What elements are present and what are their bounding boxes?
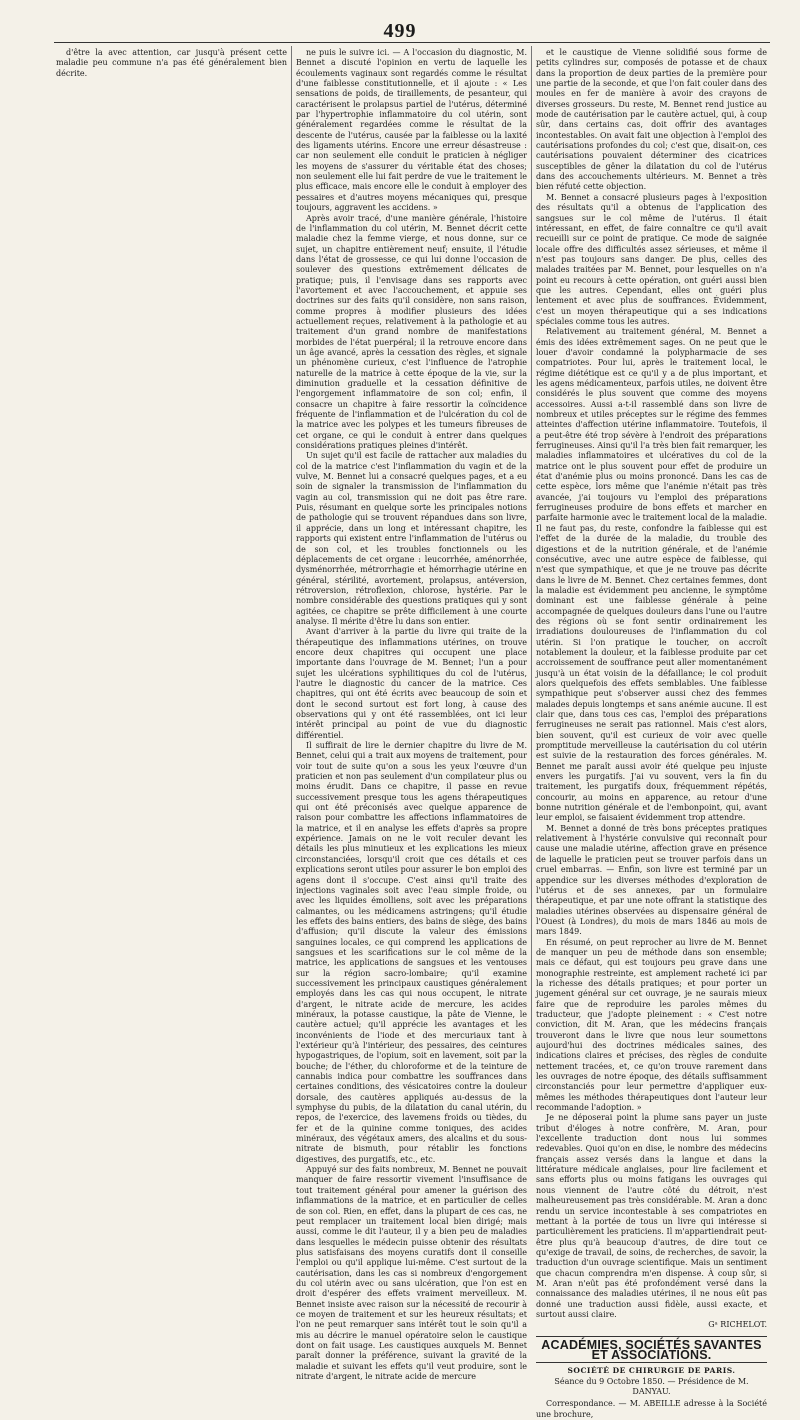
paragraph: Relativement au traitement général, M. Bennet a émis des idées extrêmement sages. On ne peut que le louer d'avoir condamné la polypharmacie de ses compatriotes. Pour lui, après le traitement local, le régime diététique est ce qu'il y a de plus important, et les agens médicamenteux, parfois utiles, ne doivent être considérés le plus souvent que comme des moyens accessoires. Aussi a-t-il rassemblé dans son livre de nombreux et utiles préceptes sur le régime des femmes atteintes d'affection utérine inflammatoire. Toutefois, il a peut-être été trop sévère à l'endroit des préparations ferrugineuses. Ainsi qu'il l'a très bien fait remarquer, les maladies inflammatoires et ulcératives du col de la matrice ont le plus souvent pour effet de produire un état d'anémie plus ou moins prononcé. Dans les cas de cette espèce, lors même que l'anémie n'était pas très avancée, j'ai toujours vu l'emploi des préparations ferrugineuses produire de bons effets et marcher en parfaite harmonie avec le traitement local de la maladie. Il ne faut pas, du reste, confondre la faiblesse qui est l'effet de la durée de la maladie, du trouble des digestions et de la nutrition générale, et de l'anémie consécutive, avec une autre espèce de faiblesse, qui n'est que sympathique, et que je ne trouve pas décrite dans le livre de M. Bennet. Chez certaines femmes, dont la maladie est évidemment peu ancienne, le symptôme dominant est une faiblesse générale à peine accompagnée de quelques douleurs dans l'une ou l'autre des régions où se font sentir ordinairement les irradiations douloureuses de l'inflammation du col utérin. Si l'on pratique le toucher, on accroît notablement la douleur, et la faiblesse produite par cet accroissement de souffrance peut aller momentanément jusqu'à un état voisin de la défaillance; le col produit alors quelquefois des effets semblables. Une faiblesse sympathique peut s'observer aussi chez des femmes malades depuis longtemps et sans anémie aucune. Il est clair que, dans tous ces cas, l'emploi des préparations ferrugineuses ne serait pas rationnel. Mais c'est alors, bien souvent, qu'il est curieux de voir avec quelle promptitude merveilleuse la cautérisation du col utérin est suivie de la restauration des forces générales. M. Bennet me paraît aussi avoir été quelque peu injuste envers les purgatifs. J'ai vu souvent, vers la fin du traitement, les purgatifs doux, fréquemment répétés, concourir, au moins en apparence, au retour d'une bonne nutrition générale et de l'embonpoint, qui, avant leur emploi, se faisaient évidemment trop attendre.	[536, 327, 767, 823]
paragraph: Il suffirait de lire le dernier chapitre du livre de M. Bennet, celui qui a trait aux moyens de traitement, pour voir tout de suite qu'on a sous les yeux l'œuvre d'un praticien et non pas seulement d'un compilateur plus ou moins érudit. Dans ce chapitre, il passe en revue successivement presque tous les agens thérapeutiques qui ont été préconisés avec quelque apparence de raison pour combattre les affections inflammatoires de la matrice, et il en analyse les effets d'après sa propre expérience. Jamais on ne le voit reculer devant les détails les plus minutieux et les explications les mieux circonstanciées, lorsqu'il croit que ces détails et ces explications seront utiles pour assurer le bon emploi des agens dont il s'occupe. C'est ainsi qu'il traite des injections vaginales soit avec l'eau simple froide, ou avec les liquides émolliens, soit avec les préparations calmantes, ou les médicamens astringens; qu'il étudie les effets des bains entiers, des bains de siège, des bains d'affusion; qu'il discute la valeur des émissions sanguines locales, ce qui comprend les applications de sangsues et les scarifications sur le col même de la matrice, les applications de sangsues et les ventouses sur la région sacro-lombaire; qu'il examine successivement les principaux caustiques généralement employés dans les cas qui nous occupent, le nitrate d'argent, le nitrate acide de mercure, les acides minéraux, la potasse caustique, la pâte de Vienne, le cautère actuel; qu'il apprécie les avantages et les inconvénients de l'iode et des mercuriaux tant à l'extérieur qu'à l'intérieur, des pessaires, des ceintures hypogastriques, de l'opium, soit en lavement, soit par la bouche; de l'éther, du chloroforme et de la teinture de cannabis indica pour combattre les souffrances dans certaines conditions, des vésicatoires contre la douleur dorsale, des cautères appliqués au-dessus de la symphyse du pubis, de la dilatation du canal utérin, du repos, de l'exercice, des lavemens froids ou tièdes, du fer et de la quinine comme toniques, des acides minéraux, des végétaux amers, des alcalins et du sous-nitrate de bismuth, pour rétablir les fonctions digestives, des purgatifs, etc., etc.	[296, 741, 527, 1164]
page-number: 499	[383, 20, 417, 42]
paragraph: Un sujet qu'il est facile de rattacher aux maladies du col de la matrice c'est l'inflammation du vagin et de la vulve, M. Bennet lui a consacré quelques pages, et a eu soin de signaler la transmission de l'inflammation du vagin au col, transmission qui ne doit pas être rare. Puis, résumant en quelque sorte les principales notions de pathologie qui se trouvent répandues dans son livre, il apprécie, dans un long et intéressant chapitre, les rapports qui existent entre l'inflammation de l'utérus ou de son col, et les troubles fonctionnels ou les déplacements de cet organe : leucorrhée, aménorrhée, dysménorrhée, métrorrhagie et hémorrhagie utérine en général, stérilité, avortement, prolapsus, antéversion, rétroversion, rétroflexion, chlorose, hystérie. Par le nombre considérable des questions pratiques qui y sont agitées, ce chapitre se prête difficilement à une courte analyse. Il mérite d'être lu dans son entier.	[296, 451, 527, 626]
paragraph: M. Bennet a donné de très bons préceptes pratiques relativement à l'hystérie convulsive qui reconnaît pour cause une maladie utérine, affection grave en présence de laquelle le praticien peut se trouver parfois dans un cruel embarras. — Enfin, son livre est terminé par un appendice sur les diverses méthodes d'exploration de l'utérus et de ses annexes, par un formulaire thérapeutique, et par une note offrant la statistique des maladies utérines observées au dispensaire général de l'Ouest (à Londres), du mois de mars 1846 au mois de mars 1849.	[536, 823, 767, 937]
paragraph: Avant d'arriver à la partie du livre qui traite de la thérapeutique des inflammations utérines, on trouve encore deux chapitres qui occupent une place importante dans l'ouvrage de M. Bennet; l'un a pour sujet les ulcérations syphilitiques du col de l'utérus, l'autre le diagnostic du cancer de la matrice. Ces chapitres, qui ont été écrits avec beaucoup de soin et dont le second surtout est fort long, à cause des observations qui y ont été rassemblées, ont ici leur intérêt principal au point de vue du diagnostic différentiel.	[296, 627, 527, 740]
paragraph: Après avoir tracé, d'une manière générale, l'histoire de l'inflammation du col utérin, M. Bennet décrit cette maladie chez la femme vierge, et nous donne, sur ce sujet, un chapitre entièrement neuf; ensuite, il l'étudie dans l'état de grossesse, ce qui lui donne l'occasion de soulever des questions extrêmement délicates de pratique; puis, il l'envisage dans ses rapports avec l'avortement et avec l'accouchement, et appuie ses doctrines sur des faits qu'il considère, non sans raison, comme propres à modifier plusieurs des idées actuellement reçues, relativement à la pathologie et au traitement d'un grand nombre de manifestations morbides de l'état puerpéral; il la retrouve encore dans un âge avancé, après la cessation des règles, et signale un phénomène curieux, c'est l'influence de l'atrophie naturelle de la matrice à cette époque de la vie, sur la diminution graduelle et la cessation définitive de l'engorgement inflammatoire de son col; enfin, il consacre un chapitre à faire ressortir la coïncidence fréquente de l'inflammation et de l'ulcération du col de la matrice avec les polypes et les tumeurs fibreuses de cet organe, ce qui le conduit à entrer dans quelques considérations pratiques pleines d'intérêt.	[296, 213, 527, 451]
header-rule	[54, 42, 770, 43]
section-title: ACADÉMIES, SOCIÉTÉS SAVANTES ET ASSOCIATIONS.	[536, 1336, 767, 1364]
column-2	[296, 48, 527, 1381]
session-info: Séance du 9 Octobre 1850. — Présidence de M. DANYAU.	[554, 1376, 749, 1396]
paragraph: En résumé, on peut reprocher au livre de M. Bennet de manquer un peu de méthode dans son ensemble; mais ce défaut, qui est toujours peu grave dans une monographie restreinte, est amplement racheté ici par la richesse des détails pratiques; et pour porter un jugement général sur cet ouvrage, je ne saurais mieux faire que de reproduire les paroles mêmes du traducteur, que j'adopte pleinement : « C'est notre conviction, dit M. Aran, que les médecins français trouveront dans le livre que nous leur soumettons aujourd'hui des doctrines médicales saines, des indications claires et précises, des règles de conduite nettement tracées, et, ce qu'on trouve rarement dans les ouvrages de notre époque, des détails suffisamment circonstanciés pour leur permettre d'appliquer eux-mêmes les méthodes thérapeutiques dont l'auteur leur recommande l'adoption. »	[536, 937, 767, 1113]
paragraph: M. Bennet a consacré plusieurs pages à l'exposition des résultats qu'il a obtenus de l'application des sangsues sur le col même de l'utérus. Il était intéressant, en effet, de faire connaître ce qu'il avait recueilli sur ce point de pratique. Ce mode de saignée locale offre des difficultés assez sérieuses, et même il n'est pas toujours sans danger. De plus, celles des malades traitées par M. Bennet, pour lesquelles on n'a point eu recours à cette opération, ont guéri aussi bien que les autres. Cependant, elles ont guéri plus lentement et avec plus de souffrances. Évidemment, c'est un moyen thérapeutique qui a ses indications spéciales comme tous les autres.	[536, 192, 767, 326]
society-name: SOCIÉTÉ DE CHIRURGIE DE PARIS.	[567, 1366, 736, 1376]
paragraph: d'être la avec attention, car jusqu'à présent cette maladie peu commune n'a pas été généralement bien décrite.	[56, 48, 287, 78]
column-3	[536, 48, 767, 1419]
paragraph: Appuyé sur des faits nombreux, M. Bennet ne pouvait manquer de faire ressortir vivement l'insuffisance de tout traitement général pour amener la guérison des inflammations de la matrice, et en particulier de celles de son col. Rien, en effet, dans la plupart de ces cas, ne peut remplacer un traitement local bien dirigé; mais aussi, comme le dit l'auteur, il y a bien peu de maladies dans lesquelles le médecin puisse obtenir des résultats plus satisfaisans des moyens curatifs dont il conseille l'emploi ou qu'il applique lui-même. C'est surtout de la cautérisation, dans les cas si nombreux d'engorgement du col utérin avec ou sans ulcération, que l'on est en droit d'espérer des effets vraiment merveilleux. M. Bennet insiste avec raison sur la nécessité de recourir à ce moyen de traitement et sur les heureux résultats; et l'on ne peut remarquer sans intérêt tout le soin qu'il a mis au décrire le manuel opératoire selon le caustique dont on fait usage. Les caustiques auxquels M. Bennet paraît donner la préférence, suivant la gravité de la maladie et suivant les effets qu'il veut produire, sont le nitrate d'argent, le nitrate acide de mercure	[296, 1165, 527, 1381]
author-signature: Gᵃ RICHELOT.	[708, 1320, 767, 1330]
column-divider	[531, 46, 532, 1110]
paragraph: Correspondance. — M. ABEILLE adresse à la Société une brochure,	[536, 1399, 767, 1419]
column-divider	[291, 46, 292, 1110]
paragraph: et le caustique de Vienne solidifié sous forme de petits cylindres sur, composés de potasse et de chaux dans la proportion de deux parties de la première pour une partie de la seconde, et que l'on fait couler dans des moules en fer de manière à avoir des crayons de diverses grosseurs. Du reste, M. Bennet rend justice au mode de cautérisation par le cautère actuel, qui, à coup sûr, dans certains cas, doit offrir des avantages incontestables. On avait fait une objection à l'emploi des cautérisations profondes du col; c'est que, disait-on, ces cautérisations pouvaient déterminer des cicatrices susceptibles de gêner la dilatation du col de l'utérus dans des accouchements ultérieurs. M. Bennet a très bien réfuté cette objection.	[536, 48, 767, 192]
paragraph: Je ne déposerai point la plume sans payer un juste tribut d'éloges à notre confrère, M. Aran, pour l'excellente traduction dont nous lui sommes redevables. Quoi qu'on en dise, le nombre des médecins français assez versés dans la langue et dans la littérature médicale anglaises, pour lire facilement et sans efforts plus ou moins fatigans les ouvrages qui nous viennent de l'autre côté du détroit, n'est malheureusement pas très considérable. M. Aran a donc rendu un service incontestable à ses compatriotes en mettant à la portée de tous un livre qui intéresse si particulièrement les praticiens. Il m'appartiendrait peut-être plus qu'à beaucoup d'autres, de dire tout ce qu'exige de travail, de soins, de recherches, de savoir, la traduction d'un ouvrage scientifique. Mais un sentiment que chacun comprendra m'en dispense. À coup sûr, si M. Aran n'eût pas été profondément versé dans la connaissance des maladies utérines, il ne nous eût pas donné une traduction aussi fidèle, aussi exacte, et surtout aussi claire.	[536, 1113, 767, 1319]
column-1	[56, 48, 287, 1110]
paragraph: ne puis le suivre ici. — A l'occasion du diagnostic, M. Bennet a discuté l'opinion en vertu de laquelle les écoulements vaginaux sont regardés comme le résultat d'une faiblesse constitutionnelle, et il ajoute : « Les sensations de poids, de tiraillements, de pesanteur, qui caractérisent le prolapsus partiel de l'utérus, déterminé par l'hypertrophie inflammatoire du col utérin, sont généralement regardées comme le résultat de la descente de l'utérus, causée par la faiblesse ou la laxité des ligaments utérins. Encore une erreur désastreuse : car non seulement elle conduit le praticien à négliger les moyens de s'assurer du véritable état des choses; non seulement elle lui fait perdre de vue le traitement le plus efficace, mais encore elle le conduit à employer des pessaires et d'autres moyens mécaniques qui, presque toujours, aggravent les accidens. »	[296, 48, 527, 213]
